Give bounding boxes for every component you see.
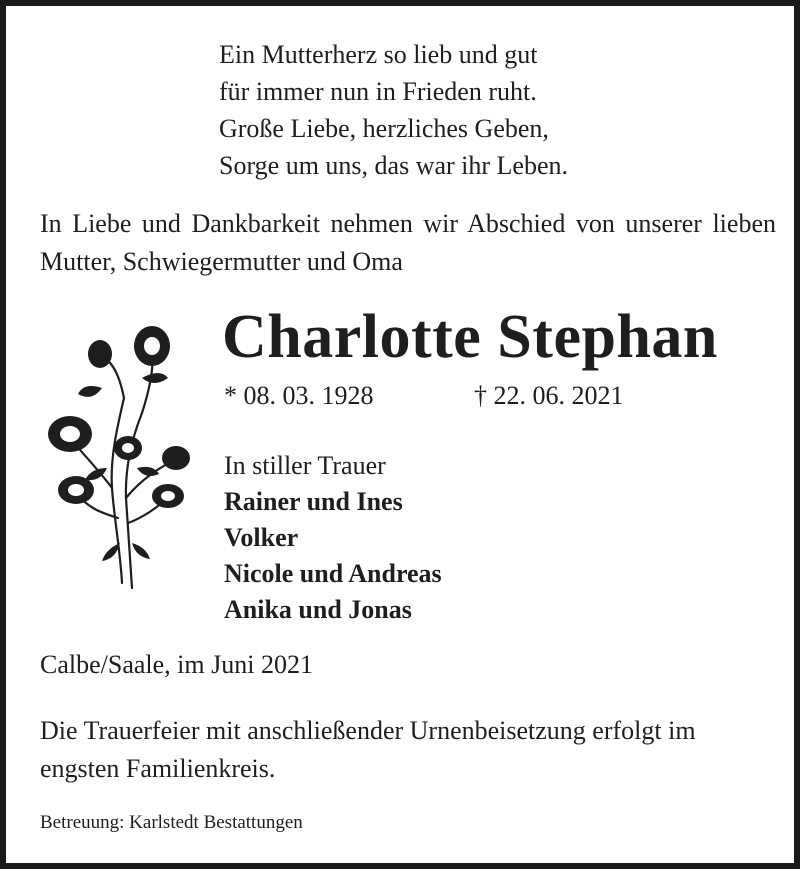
funeral-home-credit: Betreuung: Karlstedt Bestattungen — [40, 812, 303, 833]
poem — [219, 36, 568, 184]
rose-bouquet-icon — [42, 318, 202, 598]
poem-line: Große Liebe, herzliches Geben, — [219, 114, 549, 143]
place-date: Calbe/Saale, im Juni 2021 — [40, 650, 313, 679]
mourner-name: Nicole und Andreas — [224, 559, 442, 588]
birth-date: * 08. 03. 1928 — [224, 381, 374, 410]
poem-line: Sorge um uns, das war ihr Leben. — [219, 151, 569, 180]
poem-line: für immer nun in Frieden ruht. — [219, 77, 537, 106]
death-date: † 22. 06. 2021 — [474, 381, 624, 410]
intro-text: In Liebe und Dankbarkeit nehmen wir Abschied von unserer lieben Mutter, Schwiegermutter und Oma — [40, 209, 776, 276]
mourner-name: Rainer und Ines — [224, 487, 403, 516]
mourner-name: Anika und Jonas — [224, 595, 412, 624]
poem-line: Ein Mutterherz so lieb und gut — [219, 40, 538, 69]
ceremony-note: Die Trauerfeier mit anschließender Urnenbeisetzung erfolgt im engsten Familienkreis. — [40, 716, 696, 783]
mourners-heading: In stiller Trauer — [224, 451, 386, 480]
deceased-name: Charlotte Stephan — [222, 303, 718, 371]
mourner-name: Volker — [224, 523, 299, 552]
mourners — [224, 448, 442, 628]
